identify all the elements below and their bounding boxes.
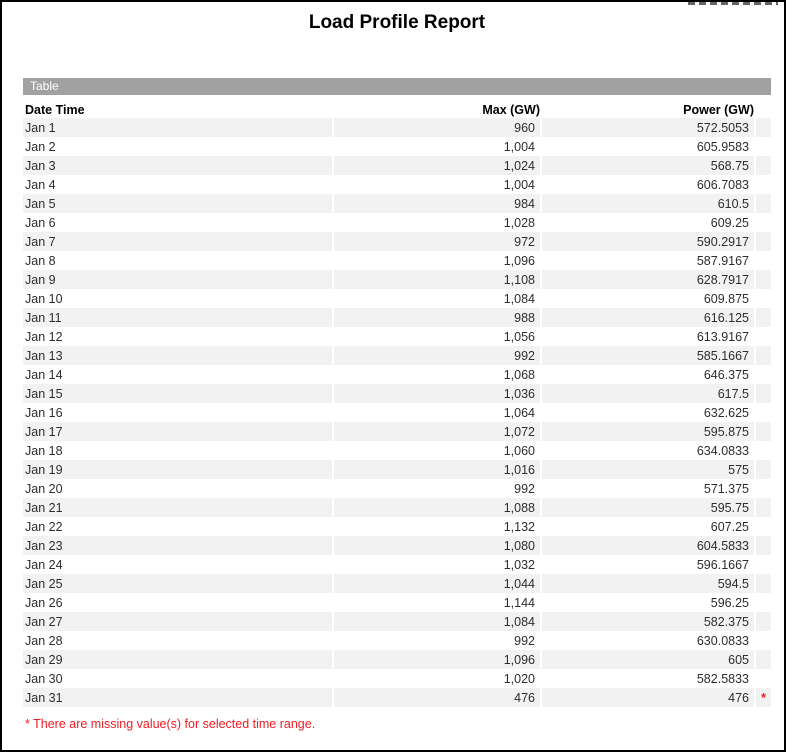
max-cell: 1,056 bbox=[503, 329, 535, 344]
table-body bbox=[23, 118, 771, 707]
power-cell: 595.875 bbox=[542, 422, 754, 441]
date-cell: Jan 2 bbox=[25, 139, 56, 154]
flag-cell bbox=[756, 498, 771, 517]
table-row bbox=[23, 175, 771, 194]
table-section-label: Table bbox=[30, 79, 59, 93]
date-cell: Jan 15 bbox=[23, 384, 332, 403]
power-cell: 596.25 bbox=[710, 595, 749, 610]
date-cell: Jan 1 bbox=[23, 118, 332, 137]
table-row bbox=[23, 498, 771, 517]
table-row bbox=[23, 118, 771, 137]
table-row bbox=[23, 536, 771, 555]
table-row bbox=[23, 156, 771, 175]
flag-cell bbox=[756, 156, 771, 175]
max-cell: 1,064 bbox=[503, 405, 535, 420]
date-cell: Jan 13 bbox=[23, 346, 332, 365]
power-cell: 476 bbox=[542, 688, 754, 707]
max-cell: 1,004 bbox=[503, 177, 535, 192]
table-row bbox=[23, 213, 771, 232]
table-row bbox=[23, 650, 771, 669]
max-cell: 988 bbox=[334, 308, 540, 327]
table-row bbox=[23, 688, 771, 707]
max-cell: 1,060 bbox=[503, 443, 535, 458]
table-row bbox=[23, 517, 771, 536]
max-cell: 1,068 bbox=[503, 367, 535, 382]
flag-cell bbox=[756, 593, 771, 612]
date-cell: Jan 17 bbox=[23, 422, 332, 441]
table-row bbox=[23, 289, 771, 308]
date-cell: Jan 31 bbox=[23, 688, 332, 707]
date-cell: Jan 23 bbox=[23, 536, 332, 555]
flag-cell bbox=[756, 175, 771, 194]
power-cell: 634.0833 bbox=[696, 443, 749, 458]
max-cell: 1,028 bbox=[503, 215, 535, 230]
date-cell: Jan 6 bbox=[25, 215, 56, 230]
flag-cell bbox=[756, 137, 771, 156]
max-cell: 1,036 bbox=[334, 384, 540, 403]
max-cell: 960 bbox=[334, 118, 540, 137]
max-cell: 992 bbox=[334, 346, 540, 365]
max-cell: 1,084 bbox=[334, 612, 540, 631]
flag-cell bbox=[756, 441, 771, 460]
max-cell: 1,032 bbox=[503, 557, 535, 572]
flag-cell: * bbox=[756, 688, 771, 707]
date-cell: Jan 16 bbox=[25, 405, 63, 420]
column-header-power-gw: Power (GW) bbox=[683, 102, 754, 117]
flag-cell bbox=[756, 422, 771, 441]
power-cell: 607.25 bbox=[710, 519, 749, 534]
table-row bbox=[23, 308, 771, 327]
flag-cell bbox=[756, 118, 771, 137]
max-cell: 1,004 bbox=[503, 139, 535, 154]
table-row bbox=[23, 251, 771, 270]
table-row bbox=[23, 327, 771, 346]
flag-cell bbox=[756, 346, 771, 365]
table-row bbox=[23, 612, 771, 631]
flag-cell bbox=[756, 251, 771, 270]
power-cell: 582.375 bbox=[542, 612, 754, 631]
power-cell: 604.5833 bbox=[542, 536, 754, 555]
flag-cell bbox=[756, 612, 771, 631]
clipped-text-fragment bbox=[688, 2, 778, 5]
date-cell: Jan 8 bbox=[25, 253, 56, 268]
date-cell: Jan 29 bbox=[23, 650, 332, 669]
max-cell: 1,044 bbox=[334, 574, 540, 593]
power-cell: 632.625 bbox=[703, 405, 749, 420]
power-cell: 605 bbox=[542, 650, 754, 669]
max-cell: 1,108 bbox=[334, 270, 540, 289]
flag-cell bbox=[756, 213, 771, 232]
page-title: Load Profile Report bbox=[308, 12, 486, 33]
table-row bbox=[23, 194, 771, 213]
max-cell: 1,144 bbox=[503, 595, 535, 610]
date-cell: Jan 14 bbox=[25, 367, 63, 382]
max-cell: 972 bbox=[334, 232, 540, 251]
max-cell: 1,084 bbox=[503, 291, 535, 306]
table-row bbox=[23, 593, 771, 612]
column-header-max-gw: Max (GW) bbox=[482, 102, 540, 117]
date-cell: Jan 7 bbox=[23, 232, 332, 251]
max-cell: 992 bbox=[514, 633, 535, 648]
table-row bbox=[23, 137, 771, 156]
max-cell: 1,080 bbox=[334, 536, 540, 555]
date-cell: Jan 18 bbox=[25, 443, 63, 458]
max-cell: 1,024 bbox=[334, 156, 540, 175]
table-row bbox=[23, 403, 771, 422]
date-cell: Jan 30 bbox=[25, 671, 63, 686]
flag-cell bbox=[756, 631, 771, 650]
power-cell: 594.5 bbox=[542, 574, 754, 593]
power-cell: 587.9167 bbox=[696, 253, 749, 268]
column-header-date-time: Date Time bbox=[25, 102, 85, 117]
table-row bbox=[23, 270, 771, 289]
flag-cell bbox=[756, 403, 771, 422]
date-cell: Jan 26 bbox=[25, 595, 63, 610]
date-cell: Jan 4 bbox=[25, 177, 56, 192]
power-cell: 571.375 bbox=[703, 481, 749, 496]
date-cell: Jan 24 bbox=[25, 557, 63, 572]
date-cell: Jan 12 bbox=[25, 329, 63, 344]
power-cell: 585.1667 bbox=[542, 346, 754, 365]
date-cell: Jan 10 bbox=[25, 291, 63, 306]
table-row bbox=[23, 631, 771, 650]
max-cell: 476 bbox=[334, 688, 540, 707]
flag-cell bbox=[756, 650, 771, 669]
power-cell: 609.875 bbox=[703, 291, 749, 306]
power-cell: 606.7083 bbox=[696, 177, 749, 192]
table-row bbox=[23, 365, 771, 384]
table-row bbox=[23, 346, 771, 365]
flag-cell bbox=[756, 194, 771, 213]
flag-cell bbox=[756, 232, 771, 251]
power-cell: 596.1667 bbox=[696, 557, 749, 572]
date-cell: Jan 3 bbox=[23, 156, 332, 175]
table-row bbox=[23, 460, 771, 479]
max-cell: 1,016 bbox=[334, 460, 540, 479]
max-cell: 1,096 bbox=[334, 650, 540, 669]
table-section-header bbox=[23, 78, 771, 95]
date-cell: Jan 9 bbox=[23, 270, 332, 289]
date-cell: Jan 19 bbox=[23, 460, 332, 479]
table-row bbox=[23, 555, 771, 574]
date-cell: Jan 11 bbox=[23, 308, 332, 327]
power-cell: 568.75 bbox=[542, 156, 754, 175]
power-cell: 613.9167 bbox=[696, 329, 749, 344]
max-cell: 992 bbox=[514, 481, 535, 496]
power-cell: 582.5833 bbox=[696, 671, 749, 686]
flag-cell bbox=[756, 289, 771, 308]
power-cell: 595.75 bbox=[542, 498, 754, 517]
date-cell: Jan 27 bbox=[23, 612, 332, 631]
flag-cell bbox=[756, 536, 771, 555]
date-cell: Jan 21 bbox=[23, 498, 332, 517]
date-cell: Jan 5 bbox=[23, 194, 332, 213]
power-cell: 590.2917 bbox=[542, 232, 754, 251]
table-row bbox=[23, 479, 771, 498]
power-cell: 572.5053 bbox=[542, 118, 754, 137]
flag-cell bbox=[756, 460, 771, 479]
max-cell: 1,088 bbox=[334, 498, 540, 517]
power-cell: 646.375 bbox=[703, 367, 749, 382]
power-cell: 616.125 bbox=[542, 308, 754, 327]
flag-cell bbox=[756, 517, 771, 536]
flag-cell bbox=[756, 327, 771, 346]
flag-cell bbox=[756, 270, 771, 289]
max-cell: 1,072 bbox=[334, 422, 540, 441]
table-row bbox=[23, 422, 771, 441]
power-cell: 610.5 bbox=[542, 194, 754, 213]
flag-cell bbox=[756, 384, 771, 403]
max-cell: 1,096 bbox=[503, 253, 535, 268]
date-cell: Jan 22 bbox=[25, 519, 63, 534]
table-row bbox=[23, 669, 771, 688]
column-header-flag bbox=[756, 101, 771, 118]
power-cell: 605.9583 bbox=[696, 139, 749, 154]
power-cell: 575 bbox=[542, 460, 754, 479]
max-cell: 1,132 bbox=[503, 519, 535, 534]
missing-values-footnote: * There are missing value(s) for selected time range. bbox=[25, 717, 316, 731]
flag-cell bbox=[756, 365, 771, 384]
table-row bbox=[23, 441, 771, 460]
power-cell: 617.5 bbox=[542, 384, 754, 403]
table-row bbox=[23, 384, 771, 403]
flag-cell bbox=[756, 669, 771, 688]
flag-cell bbox=[756, 555, 771, 574]
flag-cell bbox=[756, 479, 771, 498]
max-cell: 984 bbox=[334, 194, 540, 213]
date-cell: Jan 28 bbox=[25, 633, 63, 648]
power-cell: 630.0833 bbox=[696, 633, 749, 648]
power-cell: 628.7917 bbox=[542, 270, 754, 289]
date-cell: Jan 20 bbox=[25, 481, 63, 496]
date-cell: Jan 25 bbox=[23, 574, 332, 593]
flag-cell bbox=[756, 308, 771, 327]
table-row bbox=[23, 232, 771, 251]
table-header-row bbox=[23, 101, 771, 118]
table-row bbox=[23, 574, 771, 593]
max-cell: 1,020 bbox=[503, 671, 535, 686]
flag-cell bbox=[756, 574, 771, 593]
power-cell: 609.25 bbox=[710, 215, 749, 230]
